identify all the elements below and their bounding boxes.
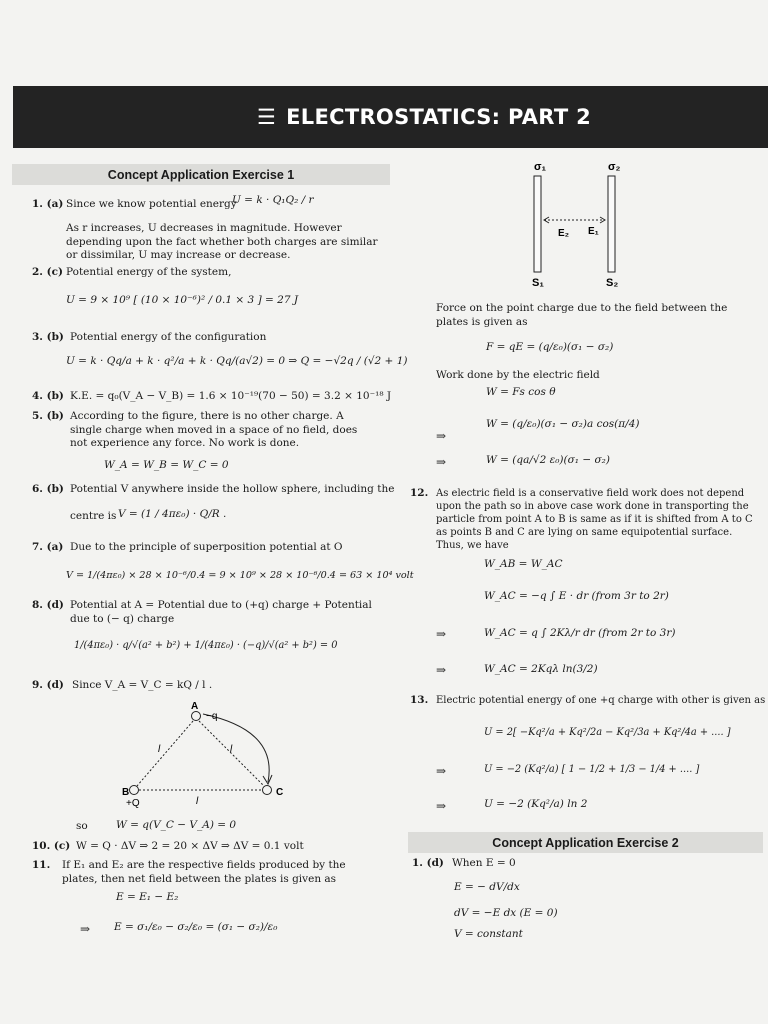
q3-text: Potential energy of the configuration — [70, 331, 267, 343]
q9-triangle-figure — [100, 700, 320, 815]
q13-text: Electric potential energy of one +q charge with other is given as — [436, 695, 766, 706]
implies-arrow: ⇒ — [436, 429, 447, 443]
work-text: Work done by the electric field — [436, 369, 600, 381]
q4-text: K.E. = q₀(V_A − V_B) = 1.6 × 10⁻¹⁹(70 − 50) = 3.2 × 10⁻¹⁸ J — [70, 390, 392, 402]
q2-equation: U = 9 × 10⁹ [ (10 × 10⁻⁶)² / 0.1 × 3 ] = 27 J — [66, 294, 299, 306]
q1-equation: U = k · Q₁Q₂ / r — [232, 194, 314, 206]
plate-s2-label: S₂ — [606, 277, 619, 289]
implies-arrow: ⇒ — [436, 764, 447, 778]
q13-equation-3: U = −2 (Kq²/a) ln 2 — [484, 798, 588, 810]
parallel-plates-figure — [520, 158, 650, 290]
q1-number: 1. (a) — [32, 198, 64, 210]
q12-number: 12. — [410, 487, 429, 499]
q5-equation: W_A = W_B = W_C = 0 — [104, 459, 229, 471]
work-equation-2: W = (q/ε₀)(σ₁ − σ₂)a cos(π/4) — [486, 418, 640, 430]
sigma2-label: σ₂ — [608, 161, 621, 173]
e2-equation-1: E = − dV/dx — [454, 881, 520, 893]
plate-s1-label: S₁ — [532, 277, 544, 289]
point-c-marker — [263, 786, 272, 795]
e2-equation-2: dV = −E dx (E = 0) — [454, 907, 558, 919]
q5-number: 5. (b) — [32, 410, 64, 422]
section-title-exercise-1: Concept Application Exercise 1 — [12, 164, 390, 185]
q1-explanation: As r increases, U decreases in magnitude. However depending upon the fact whether both charges are similar or dissimilar, U may increase or decrease. — [66, 222, 378, 262]
q2-text: Potential energy of the system, — [66, 266, 232, 278]
e2-label: E₂ — [558, 228, 570, 239]
path-arc — [203, 714, 269, 782]
q6-text: Potential V anywhere inside the hollow sphere, including the — [70, 483, 395, 495]
q11-equation-1: E = E₁ − E₂ — [116, 891, 179, 903]
menu-icon: ☰ — [257, 105, 277, 129]
arc-arrowhead-icon — [263, 775, 272, 784]
work-equation-3: W = (qa/√2 ε₀)(σ₁ − σ₂) — [486, 454, 610, 466]
implies-arrow: ⇒ — [436, 455, 447, 469]
q12-equation-3: W_AC = q ∫ 2Kλ/r dr (from 2r to 3r) — [484, 627, 676, 639]
q9-number: 9. (d) — [32, 679, 64, 691]
force-equation: F = qE = (q/ε₀)(σ₁ − σ₂) — [486, 341, 614, 353]
q3-number: 3. (b) — [32, 331, 64, 343]
q11-equation-2: E = σ₁/ε₀ − σ₂/ε₀ = (σ₁ − σ₂)/ε₀ — [114, 921, 278, 933]
q13-number: 13. — [410, 694, 429, 706]
q12-equation-1: W_AB = W_AC — [484, 558, 563, 570]
q6-text-continued: centre is — [70, 510, 117, 522]
e2-equation-3: V = constant — [454, 928, 523, 940]
q11-text: If E₁ and E₂ are the respective fields produced by the plates, then net field between the plates is given as — [62, 859, 346, 885]
implies-arrow: ⇒ — [80, 922, 91, 936]
q2-number: 2. (c) — [32, 266, 63, 278]
chapter-banner — [13, 86, 768, 148]
q13-equation-2: U = −2 (Kq²/a) [ 1 − 1/2 + 1/3 − 1/4 + .... ] — [484, 764, 700, 775]
q8-number: 8. (d) — [32, 599, 64, 611]
label-a: A — [191, 701, 199, 712]
e2-q1-number: 1. (d) — [412, 857, 444, 869]
label-b-charge: +Q — [126, 798, 140, 809]
implies-arrow: ⇒ — [436, 663, 447, 677]
plate-s2 — [608, 176, 615, 272]
q4-number: 4. (b) — [32, 390, 64, 402]
q6-equation: V = (1 / 4πε₀) · Q/R . — [118, 508, 227, 520]
q11-number: 11. — [32, 859, 51, 871]
q9-so: so — [76, 820, 88, 832]
section-title-exercise-2: Concept Application Exercise 2 — [408, 832, 763, 853]
e1-label: E₁ — [588, 226, 599, 237]
q7-text: Due to the principle of superposition potential at O — [70, 541, 343, 553]
q12-equation-2: W_AC = −q ∫ E · dr (from 3r to 2r) — [484, 590, 669, 602]
label-a-charge: −q — [206, 711, 218, 722]
implies-arrow: ⇒ — [436, 627, 447, 641]
charge-a-marker — [192, 712, 201, 721]
q12-equation-4: W_AC = 2Kqλ ln(3/2) — [484, 663, 598, 675]
q13-equation-1: U = 2[ −Kq²/a + Kq²/2a − Kq²/3a + Kq²/4a + .... ] — [484, 727, 731, 738]
label-l-bc: l — [196, 796, 199, 807]
q12-text: As electric field is a conservative field work does not depend upon the path so in above case work done in transporting the particle from point A to B is same as if it is shifted from A to C as points B and C are lying on same equipotential surface. Thus, we have — [436, 488, 753, 551]
q3-equation: U = k · Qq/a + k · q²/a + k · Qq/(a√2) = 0 ⇒ Q = −√2q / (√2 + 1) — [66, 355, 408, 367]
label-l-ab: l — [158, 744, 161, 755]
side-ab — [137, 721, 193, 786]
q6-number: 6. (b) — [32, 483, 64, 495]
q8-text: Potential at A = Potential due to (+q) charge + Potential due to (− q) charge — [70, 599, 372, 625]
force-text: Force on the point charge due to the field between the plates is given as — [436, 302, 728, 328]
q10-text: W = Q · ΔV ⇒ 2 = 20 × ΔV ⇒ ΔV = 0.1 volt — [76, 840, 304, 852]
q10-number: 10. (c) — [32, 840, 71, 852]
work-equation-1: W = Fs cos θ — [486, 386, 556, 398]
implies-arrow: ⇒ — [436, 799, 447, 813]
label-c: C — [276, 787, 284, 798]
label-b: B — [122, 787, 130, 798]
q9-text: Since V_A = V_C = kQ / l . — [72, 679, 213, 691]
label-l-ac: l — [230, 744, 233, 755]
sigma1-label: σ₁ — [534, 161, 547, 173]
q1-text: Since we know potential energy — [66, 198, 237, 210]
q9-equation: W = q(V_C − V_A) = 0 — [116, 819, 237, 831]
charge-b-marker — [130, 786, 139, 795]
q7-equation: V = 1/(4πε₀) × 28 × 10⁻⁶/0.4 = 9 × 10⁹ × 28 × 10⁻⁶/0.4 = 63 × 10⁴ volt — [66, 570, 414, 581]
q7-number: 7. (a) — [32, 541, 64, 553]
e2-q1-text: When E = 0 — [452, 857, 516, 869]
q5-text: According to the figure, there is no other charge. A single charge when moved in a space of no field, does not experience any force. No work is done. — [70, 410, 358, 450]
plate-s1 — [534, 176, 541, 272]
q8-equation: 1/(4πε₀) · q/√(a² + b²) + 1/(4πε₀) · (−q)/√(a² + b²) = 0 — [74, 640, 338, 651]
chapter-title: ELECTROSTATICS: PART 2 — [286, 105, 591, 129]
